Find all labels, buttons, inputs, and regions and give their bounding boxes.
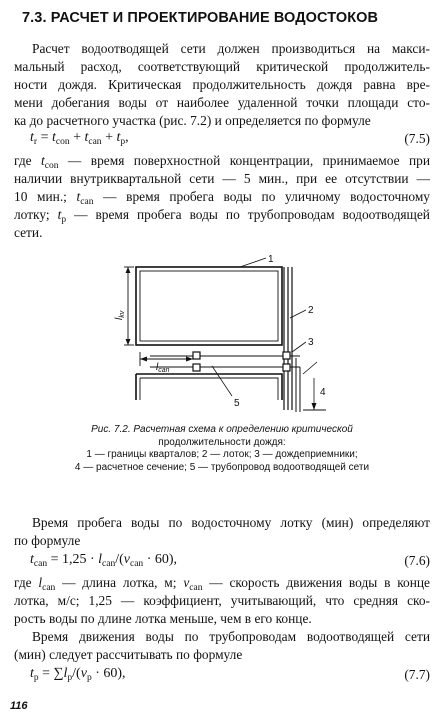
caption-line: продолжительности дождя: [158, 436, 286, 448]
formula-7-5: $t_r = t_{con} + t_{can} + t_p$, [30, 130, 129, 147]
figure-label-1: 1 [268, 254, 274, 265]
figure-label-3: 3 [308, 337, 314, 348]
text-line: наличии внутриквартальной сети — 5 мин., при ее отсутствии — [14, 171, 430, 186]
text-line: где $l_{can}$ — длина лотка, м; $v_{can}$ — скорость движения воды в конце [14, 575, 430, 593]
text-line: мальный расход, соответствующий критической продолжитель- [14, 59, 430, 74]
figure-dimension-lkv: $l_{kv}$ [114, 310, 126, 320]
paragraph-gutter-time [14, 514, 430, 550]
text-line: где $t_{con}$ — время поверхностной концентрации, принимаемое при [14, 153, 430, 171]
formula-7-7: $t_p = \sum l_p/(v_p \cdot 60)$, [30, 666, 126, 683]
text-line: мени добегания воды от наиболее удаленной точки площади сто- [14, 95, 430, 110]
equation-number: (7.5) [404, 131, 430, 146]
caption-line: Рис. 7.2. Расчетная схема к определению критической [91, 424, 353, 435]
equation-number: (7.6) [404, 553, 430, 568]
text-line: ка до расчетного участка (рис. 7.2) и определяется по формуле [14, 113, 371, 128]
figure-dimension-lcan: $l_{can}$ [156, 362, 170, 374]
caption-line: 1 — границы кварталов; 2 — лоток; 3 — дождеприемники; [86, 449, 358, 460]
text-line: Расчет водоотводящей сети должен производиться на макси- [32, 41, 430, 56]
text-line: 10 мин.; $t_{can}$ — время пробега воды по уличному водосточному [14, 189, 430, 207]
text-line: ности дождя. Критическая продолжительность дождя равна вре- [14, 77, 430, 92]
figure-label-5: 5 [234, 398, 240, 409]
text-line: по формуле [14, 533, 81, 548]
formula-7-6: $t_{can} = 1,25 \cdot l_{can}/(v_{can} \cdot 60)$, [30, 552, 178, 569]
figure-label-2: 2 [308, 305, 314, 316]
paragraph-where-2 [14, 574, 430, 628]
text-line: сети. [14, 225, 43, 240]
page-number: 116 [10, 700, 28, 712]
text-line: лотка, м/с; 1,25 — коэффициент, учитывающий, что средняя ско- [14, 593, 430, 608]
equation-number: (7.7) [404, 667, 430, 682]
section-heading: 7.3. РАСЧЕТ И ПРОЕКТИРОВАНИЕ ВОДОСТОКОВ [22, 10, 379, 26]
text-line: Время пробега воды по водосточному лотку (мин) определяют [32, 515, 430, 530]
text-line: Время движения воды по трубопроводам водоотводящей сети [32, 629, 430, 644]
text-line: (мин) следует рассчитывать по формуле [14, 647, 243, 662]
caption-line: 4 — расчетное сечение; 5 — трубопровод водоотводящей сети [74, 461, 370, 473]
figure-label-4: 4 [320, 387, 326, 398]
figure-caption [60, 424, 384, 474]
text-line: лотку; $t_p$ — время пробега воды по трубопроводам водоотводящей [14, 207, 430, 225]
paragraph-pipe-time [14, 628, 430, 664]
text-line: рость воды по длине лотка меньше, чем в его конце. [14, 611, 312, 626]
